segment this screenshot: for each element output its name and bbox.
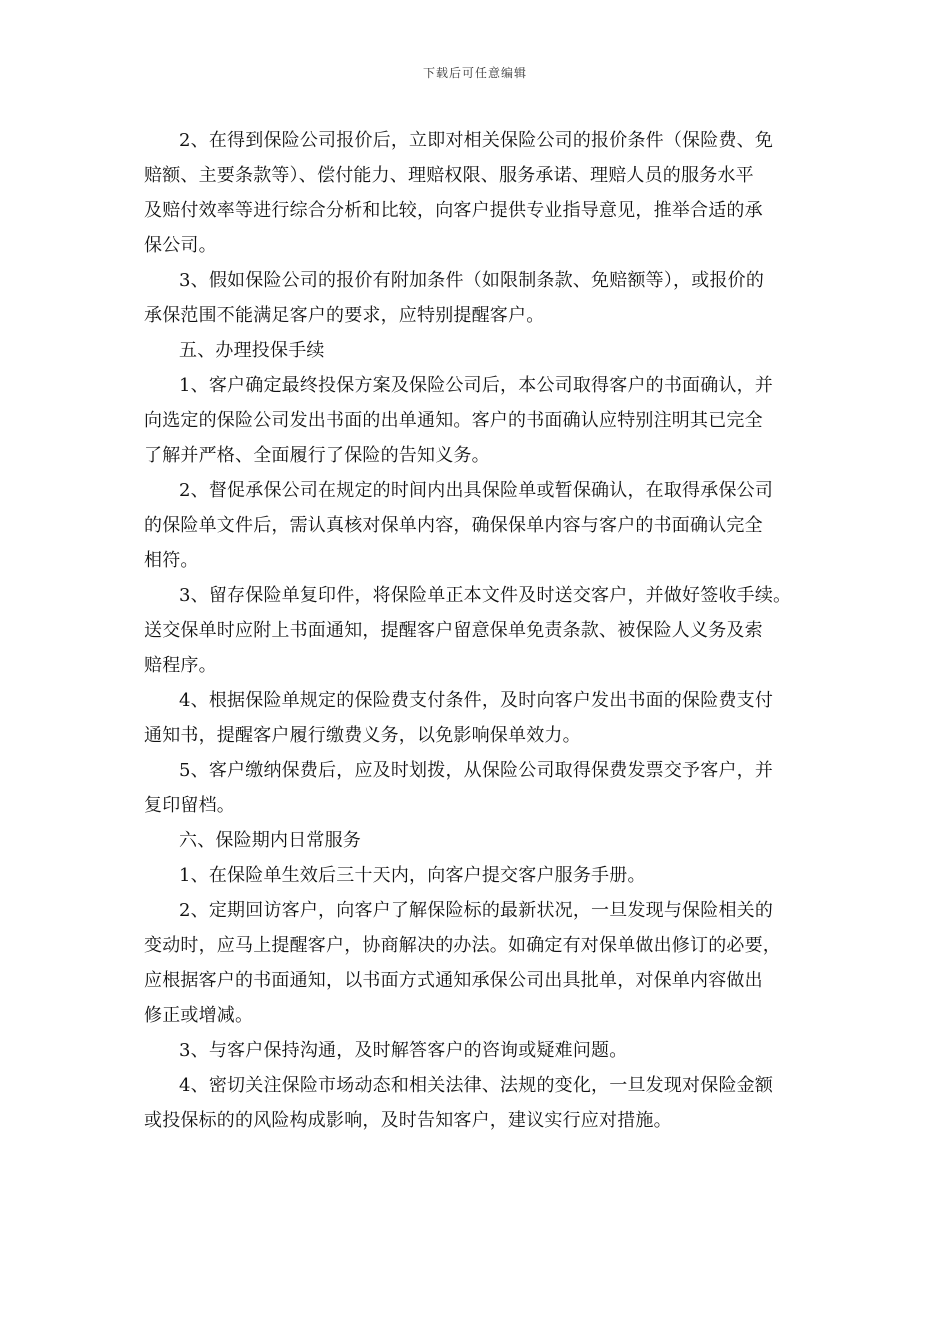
text-line: 承保范围不能满足客户的要求，应特别提醒客户。 (144, 305, 545, 326)
text-line: 1、在保险单生效后三十天内，向客户提交客户服务手册。 (179, 865, 646, 886)
text-line: 3、留存保险单复印件，将保险单正本文件及时送交客户，并做好签收手续。 (179, 585, 792, 606)
text-line: 或投保标的的风险构成影响，及时告知客户，建议实行应对措施。 (144, 1110, 672, 1131)
text-line: 向选定的保险公司发出书面的出单通知。客户的书面确认应特别注明其已完全 (144, 410, 763, 431)
text-line: 六、保险期内日常服务 (179, 830, 361, 851)
text-line: 修正或增减。 (144, 1005, 254, 1026)
text-line: 复印留档。 (144, 795, 235, 816)
text-line: 保公司。 (144, 235, 217, 256)
text-line: 3、与客户保持沟通，及时解答客户的咨询或疑难问题。 (179, 1040, 628, 1061)
text-line: 通知书，提醒客户履行缴费义务，以免影响保单效力。 (144, 725, 581, 746)
text-line: 五、办理投保手续 (179, 340, 325, 361)
text-line: 送交保单时应附上书面通知，提醒客户留意保单免责条款、被保险人义务及索 (144, 620, 763, 641)
text-line: 1、客户确定最终投保方案及保险公司后，本公司取得客户的书面确认，并 (179, 375, 774, 396)
text-line: 3、假如保险公司的报价有附加条件（如限制条款、免赔额等），或报价的 (179, 270, 765, 291)
page-header: 下载后可任意编辑 (422, 66, 527, 80)
text-line: 应根据客户的书面通知，以书面方式通知承保公司出具批单，对保单内容做出 (144, 970, 763, 991)
text-line: 相符。 (144, 550, 199, 571)
text-line: 4、密切关注保险市场动态和相关法律、法规的变化，一旦发现对保险金额 (179, 1075, 774, 1096)
text-line: 4、根据保险单规定的保险费支付条件，及时向客户发出书面的保险费支付 (179, 690, 774, 711)
text-line: 赔额、主要条款等）、偿付能力、理赔权限、服务承诺、理赔人员的服务水平 (144, 165, 754, 186)
text-line: 2、在得到保险公司报价后，立即对相关保险公司的报价条件（保险费、免 (179, 130, 774, 151)
text-line: 的保险单文件后，需认真核对保单内容，确保保单内容与客户的书面确认完全 (144, 515, 763, 536)
text-line: 了解并严格、全面履行了保险的告知义务。 (144, 445, 490, 466)
document-body (144, 123, 812, 1138)
text-line: 赔程序。 (144, 655, 217, 676)
text-line: 5、客户缴纳保费后，应及时划拨，从保险公司取得保费发票交予客户，并 (179, 760, 774, 781)
text-line: 及赔付效率等进行综合分析和比较，向客户提供专业指导意见，推举合适的承 (144, 200, 763, 221)
text-line: 变动时，应马上提醒客户，协商解决的办法。如确定有对保单做出修订的必要， (144, 935, 781, 956)
text-line: 2、督促承保公司在规定的时间内出具保险单或暂保确认，在取得承保公司 (179, 480, 774, 501)
text-line: 2、定期回访客户，向客户了解保险标的最新状况，一旦发现与保险相关的 (179, 900, 774, 921)
